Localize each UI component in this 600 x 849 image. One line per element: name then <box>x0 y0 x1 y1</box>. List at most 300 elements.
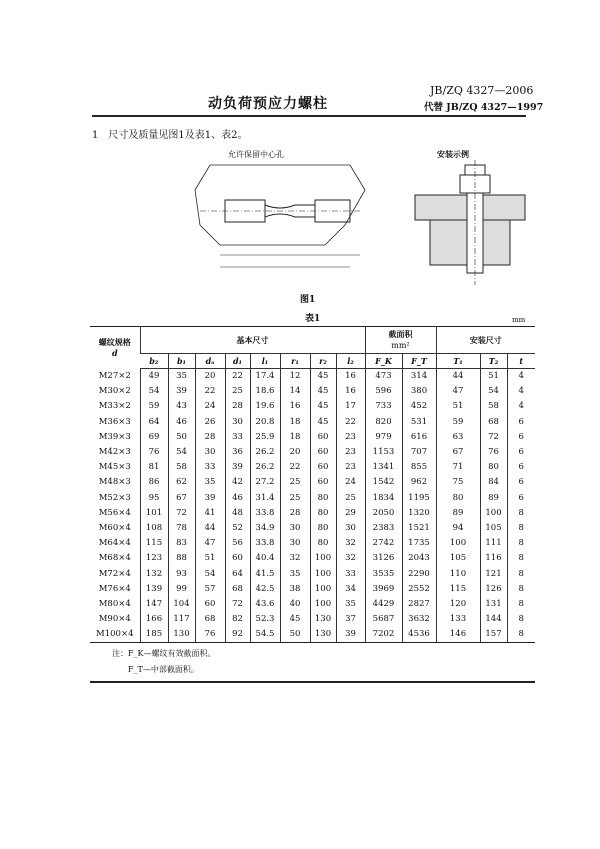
thread-spec-cell: M72×4 <box>98 568 131 579</box>
table-cell: 314 <box>402 369 436 385</box>
table-cell: 452 <box>402 399 436 414</box>
table-cell: 8 <box>507 627 535 643</box>
table-cell: 1195 <box>402 491 436 506</box>
table-row <box>90 430 535 445</box>
table-row <box>90 627 535 643</box>
table-cell: 2827 <box>402 597 436 612</box>
table-cell: 33 <box>336 566 365 581</box>
table-cell: 46 <box>168 415 195 430</box>
table-cell: 57 <box>195 582 225 597</box>
table-cell: 8 <box>507 566 535 581</box>
table-cell: 35 <box>280 566 310 581</box>
table-cell: 76 <box>480 445 507 460</box>
table-row <box>90 521 535 536</box>
table-cell: 54 <box>168 445 195 460</box>
table-cell: 2050 <box>365 506 402 521</box>
table-cell: 32 <box>336 551 365 566</box>
table-block <box>90 326 535 683</box>
table-cell: 100 <box>310 582 336 597</box>
table-cell: 27.2 <box>250 475 280 490</box>
table-cell: 24 <box>195 399 225 414</box>
table-cell: 44 <box>195 521 225 536</box>
table-cell: 108 <box>140 521 168 536</box>
table-cell: 380 <box>402 384 436 399</box>
table-cell: 22 <box>195 384 225 399</box>
standard-number: JB/ZQ 4327—2006 <box>430 84 534 97</box>
header-rule <box>92 115 526 117</box>
table-cell: 64 <box>225 566 250 581</box>
table-cell: 76 <box>140 445 168 460</box>
table-cell: 26 <box>195 415 225 430</box>
center-hole-label: 允许保留中心孔 <box>228 150 284 159</box>
table-cell: 29 <box>336 506 365 521</box>
table-cell: 60 <box>225 551 250 566</box>
table-cell: 59 <box>436 415 480 430</box>
table-cell: 6 <box>507 430 535 445</box>
column-header: T₁ <box>436 354 480 369</box>
table-cell: 51 <box>480 369 507 385</box>
table-cell: 52.3 <box>250 612 280 627</box>
table-cell: 166 <box>140 612 168 627</box>
table-cell: 32 <box>280 551 310 566</box>
column-header: t <box>507 354 535 369</box>
table-cell: 63 <box>436 430 480 445</box>
table-cell: 23 <box>336 445 365 460</box>
table-cell: 46 <box>225 491 250 506</box>
table-cell: 100 <box>436 536 480 551</box>
table-cell: 820 <box>365 415 402 430</box>
thread-spec-cell: M56×4 <box>98 507 131 518</box>
table-cell: 104 <box>168 597 195 612</box>
thread-spec-cell: M80×4 <box>98 598 131 609</box>
table-cell: 30 <box>336 521 365 536</box>
table-cell: 58 <box>168 460 195 475</box>
table-cell: 12 <box>280 369 310 385</box>
table-cell: 131 <box>480 597 507 612</box>
table-cell: 17 <box>336 399 365 414</box>
table-cell: 80 <box>310 506 336 521</box>
table-cell: 116 <box>480 551 507 566</box>
table-cell: 48 <box>225 506 250 521</box>
column-header: dₐ <box>195 354 225 369</box>
table-cell: 4 <box>507 384 535 399</box>
table-row <box>90 460 535 475</box>
table-cell: 1542 <box>365 475 402 490</box>
table-caption: 表1 <box>305 314 321 324</box>
column-header: l₂ <box>336 354 365 369</box>
table-cell: 75 <box>436 475 480 490</box>
table-cell: 6 <box>507 460 535 475</box>
table-cell: 80 <box>310 491 336 506</box>
thread-spec-cell: M76×4 <box>98 583 131 594</box>
clause-1: 1 尺寸及质量见图1及表1、表2。 <box>92 130 248 141</box>
table-row <box>90 551 535 566</box>
table-cell: 80 <box>310 521 336 536</box>
table-cell: 41 <box>195 506 225 521</box>
table-cell: 24 <box>336 475 365 490</box>
table-cell: 123 <box>140 551 168 566</box>
table-cell: 100 <box>310 551 336 566</box>
table-cell: 22 <box>225 369 250 385</box>
thread-spec-cell: M42×3 <box>98 447 131 458</box>
table-cell: 121 <box>480 566 507 581</box>
table-cell: 1320 <box>402 506 436 521</box>
table-cell: 147 <box>140 597 168 612</box>
table-cell: 28 <box>280 506 310 521</box>
spec-header <box>90 327 140 369</box>
table-cell: 16 <box>336 369 365 385</box>
table-cell: 67 <box>168 491 195 506</box>
table-cell: 100 <box>480 506 507 521</box>
table-row <box>90 475 535 490</box>
table-cell: 1521 <box>402 521 436 536</box>
table-cell: 855 <box>402 460 436 475</box>
column-header: l₁ <box>250 354 280 369</box>
table-cell: 132 <box>140 566 168 581</box>
table-cell: 6 <box>507 415 535 430</box>
table-cell: 72 <box>168 506 195 521</box>
table-cell: 25.9 <box>250 430 280 445</box>
table-cell: 50 <box>168 430 195 445</box>
table-cell: 126 <box>480 582 507 597</box>
basic-dims-header: 基本尺寸 <box>140 327 365 354</box>
table-cell: 37 <box>336 612 365 627</box>
table-cell: 41.5 <box>250 566 280 581</box>
table-cell: 133 <box>436 612 480 627</box>
table-cell: 89 <box>480 491 507 506</box>
page-title: 动负荷预应力螺柱 <box>208 96 328 112</box>
table-cell: 35 <box>336 597 365 612</box>
thread-spec-cell: M48×3 <box>98 477 131 488</box>
table-cell: 4 <box>507 369 535 385</box>
table-cell: 616 <box>402 430 436 445</box>
figure-caption: 图1 <box>300 295 316 305</box>
table-cell: 20 <box>280 445 310 460</box>
thread-spec-cell: M64×4 <box>98 538 131 549</box>
table-cell: 35 <box>195 475 225 490</box>
table-cell: 110 <box>436 566 480 581</box>
thread-spec-cell: M39×3 <box>98 431 131 442</box>
table-cell: 17.4 <box>250 369 280 385</box>
table-cell: 100 <box>310 597 336 612</box>
table-cell: 16 <box>336 384 365 399</box>
table-cell: 68 <box>480 415 507 430</box>
table-cell: 38 <box>280 582 310 597</box>
column-header: r₂ <box>310 354 336 369</box>
thread-spec-cell: M36×3 <box>98 416 131 427</box>
table-cell: 39 <box>168 384 195 399</box>
table-cell: 707 <box>402 445 436 460</box>
column-header: T₂ <box>480 354 507 369</box>
table-cell: 45 <box>310 384 336 399</box>
table-cell: 99 <box>168 582 195 597</box>
table-cell: 36 <box>225 445 250 460</box>
table-cell: 26.2 <box>250 445 280 460</box>
table-cell: 68 <box>225 582 250 597</box>
table-cell: 49 <box>140 369 168 385</box>
table-cell: 64 <box>140 415 168 430</box>
table-cell: 45 <box>310 369 336 385</box>
table-cell: 18 <box>280 430 310 445</box>
table-cell: 157 <box>480 627 507 643</box>
area-header <box>365 327 436 354</box>
table-cell: 56 <box>225 536 250 551</box>
table-cell: 67 <box>436 445 480 460</box>
table-cell: 14 <box>280 384 310 399</box>
table-cell: 144 <box>480 612 507 627</box>
table-cell: 25 <box>280 491 310 506</box>
table-cell: 72 <box>225 597 250 612</box>
table-cell: 82 <box>225 612 250 627</box>
table-cell: 92 <box>225 627 250 643</box>
table-cell: 23 <box>336 460 365 475</box>
table-cell: 54 <box>480 384 507 399</box>
table-cell: 52 <box>225 521 250 536</box>
table-cell: 115 <box>436 582 480 597</box>
table-cell: 30 <box>280 521 310 536</box>
table-cell: 40 <box>280 597 310 612</box>
area-header-label: 截面积 <box>388 329 413 339</box>
table-cell: 28 <box>195 430 225 445</box>
table-cell: 30 <box>195 445 225 460</box>
table-cell: 6 <box>507 475 535 490</box>
table-row <box>90 415 535 430</box>
table-row <box>90 597 535 612</box>
table-cell: 4 <box>507 399 535 414</box>
table-cell: 34 <box>336 582 365 597</box>
table-cell: 39 <box>195 491 225 506</box>
table-cell: 185 <box>140 627 168 643</box>
table-cell: 33.8 <box>250 536 280 551</box>
note-ft: F_T—中部截面积。 <box>128 665 199 675</box>
table-cell: 43.6 <box>250 597 280 612</box>
thread-spec-cell: M45×3 <box>98 462 131 473</box>
thread-spec-cell: M100×4 <box>90 627 140 643</box>
install-header: 安装尺寸 <box>436 327 535 354</box>
table-cell: 54.5 <box>250 627 280 643</box>
table-cell: 3535 <box>365 566 402 581</box>
thread-spec-cell: M33×2 <box>98 401 131 412</box>
bottom-rule <box>90 681 535 683</box>
table-cell: 30 <box>225 415 250 430</box>
table-cell: 20 <box>195 369 225 385</box>
table-cell: 962 <box>402 475 436 490</box>
table-row <box>90 445 535 460</box>
table-cell: 25 <box>280 475 310 490</box>
table-cell: 32 <box>336 536 365 551</box>
table-cell: 40.4 <box>250 551 280 566</box>
table-cell: 39 <box>336 627 365 643</box>
table-cell: 45 <box>310 415 336 430</box>
table-cell: 22 <box>336 415 365 430</box>
thread-spec-cell: M52×3 <box>98 492 131 503</box>
table-row <box>90 506 535 521</box>
table-cell: 101 <box>140 506 168 521</box>
spec-symbol: d <box>111 347 118 358</box>
column-header: b₂ <box>140 354 168 369</box>
table-cell: 4429 <box>365 597 402 612</box>
table-row <box>90 369 535 385</box>
table-cell: 51 <box>195 551 225 566</box>
table-cell: 23 <box>336 430 365 445</box>
table-cell: 20.8 <box>250 415 280 430</box>
thread-spec-cell: M68×4 <box>98 553 131 564</box>
area-unit: mm² <box>391 341 410 350</box>
table-cell: 34.9 <box>250 521 280 536</box>
column-header: d₁ <box>225 354 250 369</box>
thread-spec-cell: M27×2 <box>98 370 131 381</box>
table-cell: 2742 <box>365 536 402 551</box>
table-cell: 80 <box>480 460 507 475</box>
table-cell: 60 <box>310 430 336 445</box>
table-cell: 42 <box>225 475 250 490</box>
table-cell: 45 <box>310 399 336 414</box>
table-cell: 3632 <box>402 612 436 627</box>
table-cell: 59 <box>140 399 168 414</box>
table-cell: 94 <box>436 521 480 536</box>
table-cell: 105 <box>480 521 507 536</box>
table-row <box>90 582 535 597</box>
table-cell: 531 <box>402 415 436 430</box>
thread-spec-cell: M30×2 <box>98 386 131 397</box>
table-cell: 5687 <box>365 612 402 627</box>
table-cell: 84 <box>480 475 507 490</box>
table-cell: 60 <box>310 445 336 460</box>
table-cell: 22 <box>280 460 310 475</box>
table-cell: 25 <box>225 384 250 399</box>
table-cell: 2552 <box>402 582 436 597</box>
table-cell: 105 <box>436 551 480 566</box>
column-header: b₁ <box>168 354 195 369</box>
thread-spec-cell: M90×4 <box>98 614 131 625</box>
table-cell: 111 <box>480 536 507 551</box>
table-cell: 7202 <box>365 627 402 643</box>
table-cell: 16 <box>280 399 310 414</box>
table-cell: 33 <box>225 430 250 445</box>
table-cell: 71 <box>436 460 480 475</box>
table-cell: 3126 <box>365 551 402 566</box>
table-cell: 2043 <box>402 551 436 566</box>
dimensions-table <box>90 326 535 643</box>
table-cell: 8 <box>507 506 535 521</box>
table-cell: 50 <box>280 627 310 643</box>
table-cell: 81 <box>140 460 168 475</box>
table-cell: 54 <box>140 384 168 399</box>
table-cell: 3969 <box>365 582 402 597</box>
install-example-label: 安装示例 <box>437 149 469 159</box>
table-cell: 19.6 <box>250 399 280 414</box>
table-row <box>90 491 535 506</box>
table-cell: 2290 <box>402 566 436 581</box>
table-cell: 72 <box>480 430 507 445</box>
table-cell: 1341 <box>365 460 402 475</box>
table-cell: 473 <box>365 369 402 385</box>
table-cell: 33 <box>195 460 225 475</box>
column-header: F_T <box>402 354 436 369</box>
table-cell: 45 <box>280 612 310 627</box>
table-cell: 26.2 <box>250 460 280 475</box>
table-cell: 58 <box>480 399 507 414</box>
table-cell: 8 <box>507 612 535 627</box>
table-cell: 8 <box>507 536 535 551</box>
table-cell: 120 <box>436 597 480 612</box>
table-cell: 80 <box>310 536 336 551</box>
table-cell: 44 <box>436 369 480 385</box>
table-cell: 47 <box>436 384 480 399</box>
table-cell: 88 <box>168 551 195 566</box>
table-cell: 78 <box>168 521 195 536</box>
table-cell: 18.6 <box>250 384 280 399</box>
table-row <box>90 384 535 399</box>
table-cell: 100 <box>310 566 336 581</box>
table-cell: 28 <box>225 399 250 414</box>
table-cell: 596 <box>365 384 402 399</box>
table-cell: 1834 <box>365 491 402 506</box>
table-cell: 115 <box>140 536 168 551</box>
table-cell: 139 <box>140 582 168 597</box>
table-cell: 6 <box>507 445 535 460</box>
figure-1-drawing <box>180 145 540 290</box>
table-cell: 33.8 <box>250 506 280 521</box>
table-cell: 60 <box>310 460 336 475</box>
table-cell: 25 <box>336 491 365 506</box>
spec-header-label: 螺纹规格 <box>98 336 131 347</box>
table-cell: 76 <box>195 627 225 643</box>
table-row <box>90 399 535 414</box>
table-cell: 130 <box>310 612 336 627</box>
table-cell: 8 <box>507 582 535 597</box>
table-cell: 2383 <box>365 521 402 536</box>
table-cell: 60 <box>195 597 225 612</box>
table-cell: 30 <box>280 536 310 551</box>
table-row <box>90 536 535 551</box>
table-cell: 8 <box>507 521 535 536</box>
table-cell: 1735 <box>402 536 436 551</box>
table-unit: mm <box>512 316 526 324</box>
table-cell: 86 <box>140 475 168 490</box>
replaces-standard: 代替 JB/ZQ 4327—1997 <box>424 102 544 113</box>
table-cell: 60 <box>310 475 336 490</box>
column-header: r₁ <box>280 354 310 369</box>
table-cell: 6 <box>507 491 535 506</box>
table-row <box>90 566 535 581</box>
table-cell: 39 <box>225 460 250 475</box>
table-cell: 68 <box>195 612 225 627</box>
table-cell: 979 <box>365 430 402 445</box>
table-cell: 95 <box>140 491 168 506</box>
table-cell: 130 <box>168 627 195 643</box>
table-cell: 1153 <box>365 445 402 460</box>
table-cell: 8 <box>507 597 535 612</box>
thread-spec-cell: M60×4 <box>98 522 131 533</box>
table-cell: 93 <box>168 566 195 581</box>
table-cell: 130 <box>310 627 336 643</box>
table-cell: 69 <box>140 430 168 445</box>
table-cell: 31.4 <box>250 491 280 506</box>
table-cell: 4536 <box>402 627 436 643</box>
note-fk: 注：F_K—螺纹有效截面积。 <box>112 649 216 659</box>
table-cell: 733 <box>365 399 402 414</box>
table-cell: 54 <box>195 566 225 581</box>
table-cell: 117 <box>168 612 195 627</box>
table-cell: 18 <box>280 415 310 430</box>
table-cell: 89 <box>436 506 480 521</box>
table-cell: 80 <box>436 491 480 506</box>
table-cell: 47 <box>195 536 225 551</box>
table-cell: 62 <box>168 475 195 490</box>
table-cell: 35 <box>168 369 195 385</box>
table-cell: 51 <box>436 399 480 414</box>
